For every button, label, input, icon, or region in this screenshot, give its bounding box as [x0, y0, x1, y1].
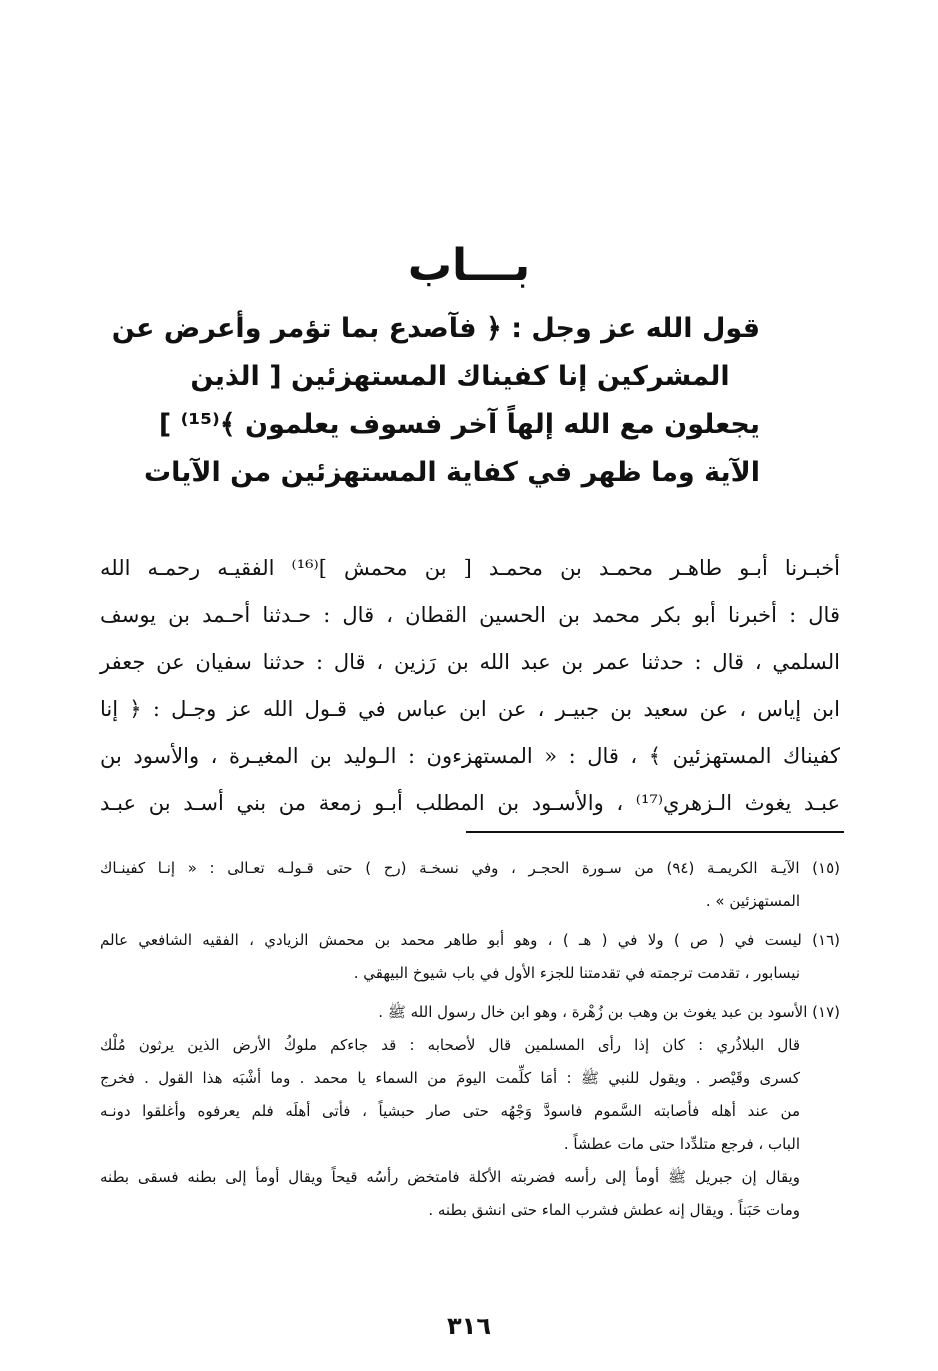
- body-line: أخبـرنا أبـو طاهـر محمـد بن محمـد [ بن محمش ]⁽¹⁶⁾ الفقيـه رحمـه الله: [100, 556, 841, 580]
- chapter-title: بـــاب: [407, 240, 531, 291]
- heading-line: قول الله عز وجل : ﴿ فآصدع بما تؤمر وأعرض عن: [111, 313, 760, 344]
- footnote-line: نيسابور ، تقدمت ترجمته في تقدمتنا للجزء الأول في باب شيوخ البيهقي .: [353, 964, 800, 982]
- footnote-line: (١٥) الآيـة الكريمـة (٩٤) من سـورة الحجـر ، وفي نسخـة (رح ) حتى قـولـه تعـالى : « إنـا كفينـاك: [100, 859, 840, 877]
- footnotes: [100, 852, 840, 1233]
- chapter-heading: [111, 305, 760, 497]
- footnote-line: (١٦) ليست في ( ص ) ولا في ( هـ ) ، وهو أبو طاهر محمد بن محمش الزيادي ، الفقيه الشافعي عالم: [100, 931, 840, 949]
- footnote-line: الباب ، فرجع متلدِّدا حتى مات عطشاً .: [563, 1135, 800, 1153]
- footnote-line: ويقال إن جبريل ﷺ أومأ إلى رأسه فضربته الأكلة فامتخض رأسُه قيحاً ويقال أومأ إلى بطنه فسقى بطنه: [100, 1168, 800, 1186]
- body-line: ابن إياس ، عن سعيد بن جبيـر ، عن ابن عباس في قـول الله عز وجـل : ﴿ إنا: [100, 697, 840, 721]
- footnote-line: قال البلاذُري : كان إذا رأى المسلمين قال لأصحابه : قد جاءكم ملوكُ الأرض الذين يرثون مُلْك: [100, 1036, 800, 1054]
- footnote-line: (١٧) الأسود بن عبد يغوث بن وهب بن زُهْرة ، وهو ابن خال رسول الله ﷺ .: [378, 1003, 840, 1021]
- body-line: عبـد يغوث الـزهري⁽¹⁷⁾ ، والأسـود بن المطلب أبـو زمعة من بني أسـد بن عبـد: [100, 791, 840, 815]
- footnote-line: كسرى وقَيْصر . ويقول للنبي ﷺ : أمَا كلِّمت اليومَ من السماء يا محمد . وما أشْبَه هذا القول . فخرج: [100, 1069, 800, 1087]
- body-line: السلمي ، قال : حدثنا عمر بن عبد الله بن رَزين ، قال : حدثنا سفيان عن جعفر: [100, 650, 840, 674]
- heading-line: يجعلون مع الله إلهاً آخر فسوف يعلمون ﴾⁽¹⁵⁾ ]: [158, 409, 760, 440]
- footnote-15: [100, 852, 840, 918]
- heading-line: المشركين إنا كفيناك المستهزئين [ الذين: [190, 361, 730, 392]
- body-line: قال : أخبرنا أبو بكر محمد بن الحسين القطان ، قال : حـدثنا أحـمد بن يوسف: [100, 603, 840, 627]
- footnote-separator: [466, 831, 844, 833]
- footnote-16: [100, 924, 840, 990]
- heading-line: الآية وما ظهر في كفاية المستهزئين من الآيات: [144, 457, 760, 488]
- footnote-17: [100, 996, 840, 1227]
- footnote-line: ومات حَبَناً . ويقال إنه عطش فشرب الماء حتى انشق بطنه .: [428, 1201, 800, 1219]
- body-line: كفيناك المستهزئين ﴾ ، قال : « المستهزءون : الـوليد بن المغيـرة ، والأسود بن: [100, 744, 840, 768]
- footnote-line: المستهزئين » .: [705, 892, 800, 910]
- page-number: ٣١٦: [447, 1312, 491, 1340]
- footnote-line: من عند أهله فأصابته السَّموم فاسودَّ وَجْهُه حتى صار حبشياً ، فأتى أهلَه فلم يعرفوه وأغلقوا دونـه: [100, 1102, 800, 1120]
- body-paragraph: [100, 545, 840, 827]
